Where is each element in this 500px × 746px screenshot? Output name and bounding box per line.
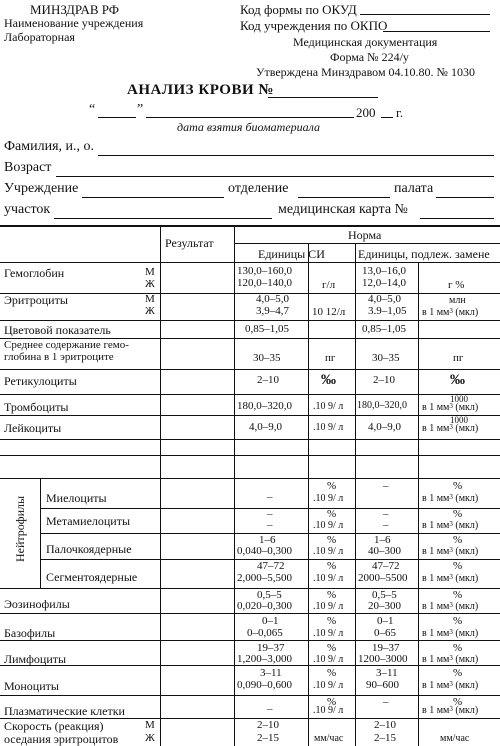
old-pct: % [453,696,463,708]
old-range: 2–10 [373,374,395,386]
pct-unit: % [327,589,337,601]
old-value-2: 90–600 [366,679,399,691]
old-value-1: 3–11 [376,667,398,679]
okpo-field[interactable] [383,31,490,32]
old-value-1: 0,5–5 [372,589,397,601]
si-unit: .10 9/ л [313,628,344,639]
ward-field[interactable] [436,197,494,198]
si-value-1: 0,5–5 [257,589,282,601]
old-range-f: 12,0–14,0 [362,277,406,289]
med-card-field[interactable] [420,218,494,219]
pct-unit: % [327,696,337,708]
approved-label: Утверждена Минздравом 04.10.80. № 1030 [256,65,475,79]
old-unit: в 1 $мм^3$ (мкл) [422,402,479,413]
sex-m: М [145,719,155,731]
old-pct: % [453,589,463,601]
si-value-1: – [267,508,273,520]
med-card-label: медицинская карта № [278,202,408,217]
si-unit: .10 9/ л [313,401,344,412]
old-unit: в 1 $мм^3$ (мкл) [422,628,479,639]
old-unit: г % [448,279,465,291]
old-pct: % [453,508,463,520]
si-value-1: 47–72 [257,560,285,572]
si-range: 2–10 [257,374,279,386]
okpo-label: Код учреждения по ОКПО [240,18,388,33]
row-name: Плазматические клетки [4,704,125,718]
quote-close: ” [137,102,144,117]
old-unit: в 1 $мм^3$ (мкл) [422,601,479,612]
si-range: 180,0–320,0 [237,400,292,412]
old-unit: в 1 $мм^3$ (мкл) [422,520,479,531]
old-pct: % [453,560,463,572]
pct-unit: % [327,667,337,679]
col-result-header: Результат [165,236,214,250]
row-name: Лимфоциты [4,652,67,666]
old-value-2: 0–65 [374,627,396,639]
institution-name-label: Наименование учреждения [4,16,144,30]
old-range-m: 4,0–5,0 [368,293,401,305]
row-name: Миелоциты [46,491,107,505]
si-range: 0,85–1,05 [245,323,289,335]
old-value-1: 19–37 [372,642,400,654]
si-value-2: 2–15 [257,732,279,744]
old-unit-top: 1000 [450,415,468,425]
analysis-number-field[interactable] [268,97,378,98]
si-range: 30–35 [253,352,281,364]
si-value: – [267,491,273,503]
si-value-1: 0–1 [262,615,279,627]
old-unit: в 1 $мм^3$ (мкл) [422,423,479,434]
row-name: Базофилы [4,626,56,640]
old-unit: в 1 $мм^3$ (мкл) [422,493,479,504]
si-unit: г/л [322,279,336,291]
si-range-f: 3,9–4,7 [256,305,289,317]
pct-unit: % [327,615,337,627]
old-value-2: 1200–3000 [358,653,408,665]
district-field[interactable] [54,218,272,219]
si-value: – [267,703,273,715]
age-field[interactable] [56,176,494,177]
ward-label: палата [394,181,434,196]
old-range-m: 13,0–16,0 [362,265,406,277]
old-value-1: – [383,508,389,520]
old-value-1: 2–10 [374,719,396,731]
old-value: – [383,696,389,708]
old-value-1: 0–1 [377,615,394,627]
si-value-2: 0,040–0,300 [237,545,292,557]
si-unit: .10 9/ л [313,601,344,612]
pct-unit: % [327,534,337,546]
si-range-f: 120,0–140,0 [237,277,292,289]
old-unit-top: 1000 [450,394,468,404]
si-value-2: – [267,519,273,531]
row-name: Гемоглобин [4,266,65,280]
form-number: Форма № 224/у [330,50,409,64]
date-year-field[interactable] [381,117,393,118]
old-range: 180,0–320,0 [357,400,407,411]
old-value-2: 2–15 [374,732,396,744]
si-unit: пг [325,352,336,364]
col-si-header: Единицы СИ [258,247,325,261]
sex-m: М [145,293,155,305]
si-unit: ‰ [321,372,336,388]
si-value-1: 19–37 [257,642,285,654]
row-name: Цветовой показатель [4,323,111,337]
si-value-1: 1–6 [259,534,276,546]
old-pct: % [453,534,463,546]
si-value-2: 0,020–0,300 [237,600,292,612]
si-value-1: 3–11 [260,667,282,679]
old-unit: в 1 $мм^3$ (мкл) [422,654,479,665]
row-name: Тромбоциты [4,400,69,414]
old-value-2: – [383,519,389,531]
age-label: Возраст [4,160,52,175]
old-unit: ‰ [450,372,465,388]
old-unit: в 1 $мм^3$ (мкл) [422,680,479,691]
si-value-2: 2,000–5,500 [237,572,292,584]
date-caption: дата взятия биоматериала [177,120,321,134]
date-year-suffix: г. [396,105,404,120]
pct-unit: % [327,508,337,520]
old-unit: мм/час [440,733,470,744]
old-range: 4,0–9,0 [368,421,401,433]
pct-unit: % [327,480,337,492]
row-name-1: Среднее содержание гемо- [4,339,129,351]
row-name: Эозинофилы [4,597,70,611]
district-label: участок [4,202,51,217]
si-value-2: 0,090–0,600 [237,679,292,691]
old-value-2: 2000–5500 [358,572,408,584]
old-pct: % [453,615,463,627]
si-unit: .10 9/ л [313,493,344,504]
date-day-field[interactable] [98,117,136,118]
old-unit: в 1 $мм^3$ (мкл) [422,573,479,584]
institution-label: Учреждение [4,181,79,196]
okud-field[interactable] [360,14,490,15]
row-name: Моноциты [4,679,59,693]
si-unit: мм/час [314,733,344,744]
okud-label: Код формы по ОКУД [240,2,357,17]
si-range: 4,0–9,0 [249,421,282,433]
sex-m: М [145,266,155,278]
institution-field[interactable] [82,197,224,198]
surname-field[interactable] [98,155,494,156]
old-value-1: 47–72 [372,560,400,572]
si-unit: .10 9/ л [313,422,344,433]
row-name-1: Скорость (реакция) [4,719,104,733]
surname-label: Фамилия, и., о. [4,139,95,154]
si-range-m: 130,0–160,0 [237,265,292,277]
old-value-2: 40–300 [368,545,401,557]
old-unit-mln: млн [449,295,466,306]
old-unit: в 1 $мм^3$ (мкл) [422,705,479,716]
si-unit: .10 9/ л [313,520,344,531]
old-pct: % [453,642,463,654]
ministry-label: МИНЗДРАВ РФ [30,2,120,17]
neutrophils-group-label: Нейтрофилы [13,495,27,562]
old-range: 0,85–1,05 [362,323,406,335]
si-range-m: 4,0–5,0 [256,293,289,305]
old-value-1: 1–6 [374,534,391,546]
old-pct: % [453,667,463,679]
old-range: 30–35 [372,352,400,364]
old-unit: в 1 $мм^3$ (мкл) [422,307,479,318]
old-pct: % [453,480,463,492]
si-value-2: 0–0,065 [247,627,283,639]
page-title: АНАЛИЗ КРОВИ № [127,82,274,98]
row-name-2: глобина в 1 эритроците [4,351,114,363]
si-unit: .10 9/ л [313,654,344,665]
date-month-field[interactable] [146,117,354,118]
si-unit: .10 9/ л [313,573,344,584]
si-unit: .10 9/ л [313,680,344,691]
row-name: Ретикулоциты [4,374,77,388]
row-name-2: оседания эритроцитов [4,732,119,746]
row-name: Метамиелоциты [46,514,131,528]
col-norm-header: Норма [348,228,382,242]
old-range-f: 3.9–1,05 [368,305,407,317]
sex-f: Ж [145,305,155,317]
lab-label: Лабораторная [4,30,75,44]
si-unit: .10 9/ л [313,546,344,557]
si-value-1: 2–10 [257,719,279,731]
department-label: отделение [228,181,289,196]
pct-unit: % [327,560,337,572]
med-doc-label: Медицинская документация [293,35,438,49]
si-unit: 10 12/л [312,306,346,318]
old-unit: в 1 $мм^3$ (мкл) [422,546,479,557]
si-unit: .10 9/ л [313,705,344,716]
row-name: Палочкоядерные [46,542,132,556]
si-value-2: 1,200–3,000 [237,653,292,665]
date-year: 200 [356,105,376,120]
row-name: Сегментоядерные [46,570,138,584]
pct-unit: % [327,642,337,654]
old-value-2: 20–300 [368,600,401,612]
old-value: – [383,480,389,492]
row-name: Эритроциты [4,293,68,307]
sex-f: Ж [145,732,155,744]
quote-open: “ [89,102,96,117]
sex-f: Ж [145,278,155,290]
row-name: Лейкоциты [4,421,62,435]
department-field[interactable] [298,197,390,198]
col-old-header: Единицы, подлеж. замене [358,247,490,261]
old-unit: пг [453,352,464,364]
